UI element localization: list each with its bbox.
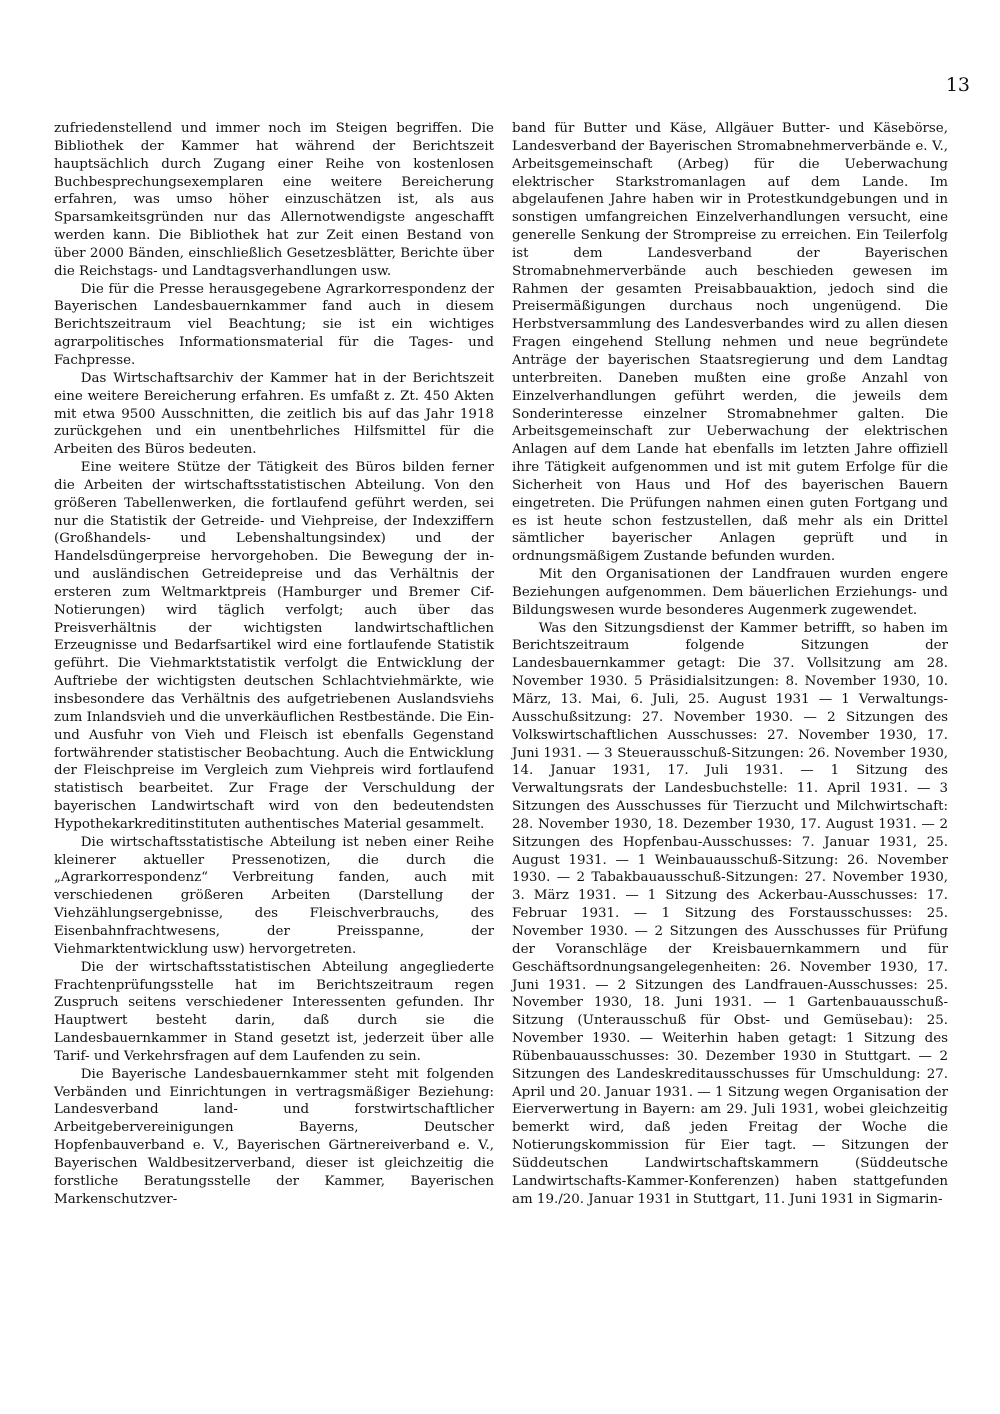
paragraph-landfrauen: Mit den Organisationen der Landfrauen wurden engere Beziehungen aufgenommen. Dem bäuerlichen Erziehungs- und Bildungswesen wurde besonderes Augenmerk zugewendet.: [512, 567, 948, 618]
paragraph-sessions: Was den Sitzungsdienst der Kammer betrifft, so haben im Berichtszeitraum folgende Sitzungen der Landesbauernkammer getagt: Die 37. Vollsitzung am 28. November 1930. 5 Präsidialsitzungen: 8. November 1930, 10. März, 13. Mai, 6. Juli, 25. August 1931 — 1 Verwaltungs-Ausschußsitzung: 27. November 1930. — 2 Sitzungen des Volkswirtschaftlichen Ausschusses: 27. November 1930, 17. Juni 1931. — 3 Steuerausschuß-Sitzungen: 26. November 1930, 14. Januar 1931, 17. Juli 1931. — 1 Sitzung des Verwaltungsrats der Landesbuchstelle: 11. April 1931. — 3 Sitzungen des Ausschusses für Tierzucht und Milchwirtschaft: 28. November 1930, 18. Dezember 1930, 17. August 1931. — 2 Sitzungen des Hopfenbau-Ausschusses: 7. Januar 1931, 25. August 1931. — 1 Weinbauausschuß-Sitzung: 26. November 1930. — 2 Tabakbauausschuß-Sitzungen: 27. November 1930, 3. März 1931. — 1 Sitzung des Ackerbau-Ausschusses: 17. Februar 1931. — 1 Sitzung des Forstausschusses: 25. November 1930. — 2 Sitzungen des Ausschusses für Prüfung der Voranschläge der Kreisbauernkammern und für Geschäftsordnungsangelegenheiten: 26. November 1930, 17. Juni 1931. — 2 Sitzungen des Landfrauen-Ausschusses: 25. November 1930, 18. Juni 1931. — 1 Gartenbauausschuß-Sitzung (Unterausschuß für Obst- und Gemüsebau): 25. November 1930. — Weiterhin haben getagt: 1 Sitzung des Rübenbauausschusses: 30. Dezember 1930 in Stuttgart. — 2 Sitzungen des Landeskreditausschusses für Umschuldung: 27. April und 20. Januar 1931. — 1 Sitzung wegen Organisation der Eierverwertung in Bayern: am 29. Juli 1931, wobei gleichzeitig bemerkt wird, daß jeden Freitag der Woche die Notierungskommission für Eier tagt. — Sitzungen der Süddeutschen Landwirtschaftskammern (Süddeutsche Landwirtschafts-Kammer-Konferenzen) haben stattgefunden am 19./20. Januar 1931 in Stuttgart, 11. Juni 1931 in Sigmarin-: [512, 620, 948, 1207]
paragraph-wirtschaftsarchiv: Das Wirtschaftsarchiv der Kammer hat in der Berichtszeit eine weitere Bereicherung erfahren. Es umfaßt z. Zt. 450 Akten mit etwa 9500 Ausschnitten, die zeitlich bis auf das Jahr 1918 zurückgehen und ein unentbehrliches Hilfsmittel für die Arbeiten des Büros bedeuten.: [54, 370, 494, 458]
paragraph-associations: Die Bayerische Landesbauernkammer steht mit folgenden Verbänden und Einrichtungen in vertragsmäßiger Beziehung: Landesverband land- und forstwirtschaftlicher Arbeitgebervereinigungen Bayerns, Deutscher Hopfenbauverband e. V., Bayerischen Gärtnereiverband e. V., Bayerischen Waldbesitzerverband, dieser ist gleichzeitig die forstliche Beratungsstelle der Kammer, Bayerischen Markenschutzver-: [54, 1066, 494, 1207]
paragraph-statistics-department: Eine weitere Stütze der Tätigkeit des Büros bilden ferner die Arbeiten der wirtschaftsstatistischen Abteilung. Von den größeren Tabellenwerken, die fortlaufend geführt werden, sei nur die Statistik der Getreide- und Viehpreise, der Indexziffern (Großhandels- und Lebenshaltungsindex) und der Handelsdüngerpreise hervorgehoben. Die Bewegung der in- und ausländischen Getreidepreise und das Verhältnis der ersteren zum Weltmarktpreis (Hamburger und Bremer Cif-Notierungen) wird täglich verfolgt; auch über das Preisverhältnis der wichtigsten landwirtschaftlichen Erzeugnisse und Bedarfsartikel wird eine fortlaufende Statistik geführt. Die Viehmarktstatistik verfolgt die Entwicklung der Auftriebe der wichtigsten deutschen Schlachtviehmärkte, wie insbesondere das Verhältnis des aufgetriebenen Auslandsviehs zum Inlandsvieh und die unverkäuflichen Restbestände. Die Ein- und Ausfuhr von Vieh und Fleisch ist ebenfalls Gegenstand fortwährender statistischer Beobachtung. Auch die Entwicklung der Fleischpreise im Vergleich zum Viehpreis wird fortlaufend statistisch bearbeitet. Zur Frage der Verschuldung der bayerischen Landwirtschaft wird von den bedeutendsten Hypothekarkreditinstituten authentisches Material gesammelt.: [54, 460, 494, 832]
paragraph-library: zufriedenstellend und immer noch im Steigen begriffen. Die Bibliothek der Kammer hat während der Berichtszeit hauptsächlich durch Zugang einer Reihe von kostenlosen Buchbesprechungsexemplaren eine weitere Bereicherung erfahren, was umso höher einzuschätzen ist, als aus Sparsamkeitsgründen nur das Allernotwendigste angeschafft werden kann. Die Bibliothek hat zur Zeit einen Bestand von über 2000 Bänden, einschließlich Gesetzesblätter, Berichte über die Reichstags- und Landtagsverhandlungen usw.: [54, 121, 494, 279]
left-column: [54, 120, 494, 1208]
paragraph-electricity: band für Butter und Käse, Allgäuer Butter- und Käsebörse, Landesverband der Bayerischen Stromabnehmerverbände e. V., Arbeitsgemeinschaft (Arbeg) für die Ueberwachung elektrischer Starkstromanlagen auf dem Lande. Im abgelaufenen Jahre haben wir in Protestkundgebungen und in sonstigen umfangreichen Einzelverhandlungen versucht, eine generelle Senkung der Strompreise zu erreichen. Ein Teilerfolg ist dem Landesverband der Bayerischen Stromabnehmerverbände auch beschieden gewesen im Rahmen der gesamten Preisabbauaktion, jedoch sind die Preisermäßigungen durchaus noch ungenügend. Die Herbstversammlung des Landesverbandes wird zu allen diesen Fragen eingehend Stellung nehmen und neue begründete Anträge der bayerischen Staatsregierung und dem Landtag unterbreiten. Daneben mußten eine große Anzahl von Einzelverhandlungen geführt werden, die jeweils dem Sonderinteresse einzelner Stromabnehmer galten. Die Arbeitsgemeinschaft zur Ueberwachung der elektrischen Anlagen auf dem Lande hat ebenfalls im letzten Jahre offiziell ihre Tätigkeit aufgenommen und ist mit gutem Erfolge für die Sicherheit von Haus und Hof des bayerischen Bauern eingetreten. Die Prüfungen nahmen einen guten Fortgang und es ist heute schon festzustellen, daß mehr als ein Drittel sämtlicher bayerischer Anlagen geprüft und in ordnungsmäßigem Zustande befunden wurden.: [512, 121, 948, 565]
right-column: [512, 120, 948, 1208]
paragraph-freight-office: Die der wirtschaftsstatistischen Abteilung angegliederte Frachtenprüfungsstelle hat im Berichtszeitraum regen Zuspruch seitens verschiedener Interessenten gefunden. Ihr Hauptwert besteht darin, daß durch sie die Landesbauernkammer in Stand gesetzt ist, jederzeit über alle Tarif- und Verkehrsfragen auf dem Laufenden zu sein.: [54, 959, 494, 1064]
page-number: 13: [945, 74, 970, 96]
paragraph-statistics-publications: Die wirtschaftsstatistische Abteilung ist neben einer Reihe kleinerer aktueller Pressenotizen, die durch die „Agrarkorrespondenz“ Verbreitung fanden, auch mit verschiedenen größeren Arbeiten (Darstellung der Viehzählungsergebnisse, des Fleischverbrauchs, des Eisenbahnfrachtwesens, der Preisspanne, der Viehmarktentwicklung usw) hervorgetreten.: [54, 834, 494, 957]
paragraph-agrarkorrespondenz: Die für die Presse herausgegebene Agrarkorrespondenz der Bayerischen Landesbauernkammer fand auch in diesem Berichtszeitraum viel Beachtung; sie ist ein wichtiges agrarpolitisches Informationsmaterial für die Tages- und Fachpresse.: [54, 281, 494, 368]
